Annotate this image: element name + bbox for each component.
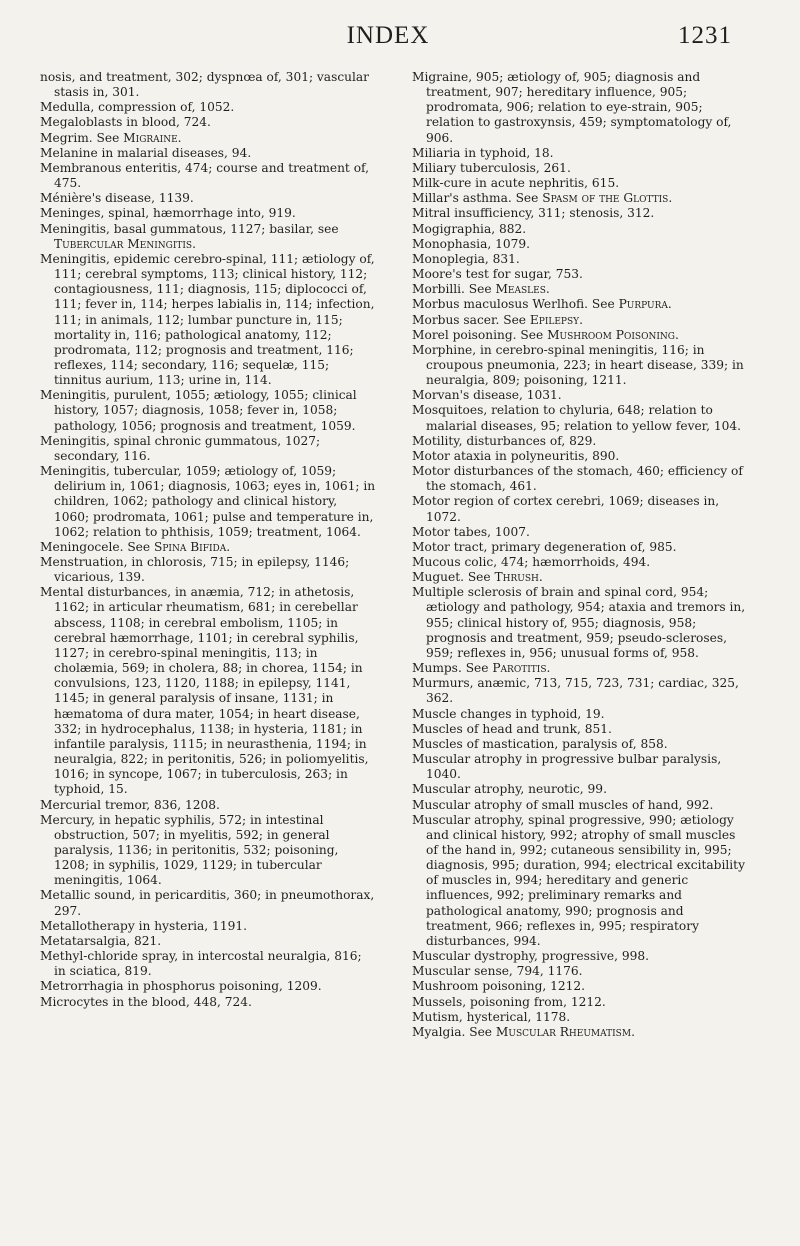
index-entry <box>412 403 748 433</box>
index-entry <box>40 388 376 433</box>
index-entry <box>40 888 376 918</box>
entry-tail: . <box>674 327 679 342</box>
entry-text: Miliaria in typhoid, 18. <box>412 145 554 160</box>
entry-text: Mercurial tremor, 836, 1208. <box>40 797 220 812</box>
cross-reference: Spasm of the Glottis <box>542 191 669 206</box>
entry-text: Motor ataxia in polyneuritis, 890. <box>412 448 620 463</box>
index-entry <box>412 737 748 752</box>
cross-reference: Epilepsy <box>529 312 580 327</box>
entry-text: Megrim. See <box>40 130 124 145</box>
entry-text: Milk-cure in acute nephritis, 615. <box>412 176 620 191</box>
entry-text: Morvan's disease, 1031. <box>412 388 562 403</box>
entry-text: Melanine in malarial diseases, 94. <box>40 145 252 160</box>
index-entry <box>412 328 748 343</box>
cross-reference: Purpura <box>618 297 668 312</box>
entry-text: Meningitis, spinal chronic gummatous, 1027; secondary, 116. <box>40 433 321 463</box>
entry-text: Muscles of mastication, paralysis of, 858. <box>412 736 668 751</box>
index-entry <box>412 661 748 676</box>
index-entry <box>40 813 376 889</box>
entry-text: nosis, and treatment, 302; dyspnœa of, 301; vascular stasis in, 301. <box>40 70 369 100</box>
entry-text: Motor tract, primary degeneration of, 985. <box>412 539 677 554</box>
index-entry <box>40 252 376 388</box>
entry-text: Meninges, spinal, hæmorrhage into, 919. <box>40 206 296 221</box>
entry-text: Myalgia. See <box>412 1024 496 1039</box>
index-entry <box>412 70 748 146</box>
index-entry <box>412 191 748 206</box>
index-entry <box>412 206 748 221</box>
index-entry <box>412 722 748 737</box>
index-entry <box>40 146 376 161</box>
index-entry <box>412 1010 748 1025</box>
entry-text: Muscular sense, 794, 1176. <box>412 964 583 979</box>
entry-text: Meningitis, purulent, 1055; ætiology, 1055; clinical history, 1057; diagnosis, 1058; fever in, 1058; pathology, 1056; prognosis and treatment, 1059. <box>40 388 357 433</box>
entry-text: Mogigraphia, 882. <box>412 221 527 236</box>
entry-text: Meningitis, basal gummatous, 1127; basilar, see <box>40 221 339 236</box>
entry-text: Microcytes in the blood, 448, 724. <box>40 994 252 1009</box>
entry-text: Ménière's disease, 1139. <box>40 191 194 206</box>
entry-text: Muscular atrophy, neurotic, 99. <box>412 782 607 797</box>
entry-tail: . <box>226 539 231 554</box>
index-entry <box>412 995 748 1010</box>
entry-text: Monoplegia, 831. <box>412 251 520 266</box>
entry-text: Morphine, in cerebro-spinal meningitis, 116; in croupous pneumonia, 223; in heart disease, 339; in neuralgia, 809; poisoning, 1211. <box>412 342 744 388</box>
entry-text: Metatarsalgia, 821. <box>40 933 162 948</box>
entry-text: Meningitis, tubercular, 1059; ætiology of, 1059; delirium in, 1061; diagnosis, 1063; eyes in, 1061; in children, 1062; pathology and clinical history, 1060; prodromata, 1061; pulse and temperature in, 1062; relation to phthisis, 1059; treatment, 1064. <box>40 464 376 539</box>
index-entry <box>412 525 748 540</box>
index-entry <box>40 540 376 555</box>
entry-text: Muscular atrophy, spinal progressive, 990; ætiology and clinical history, 992; atrophy of small muscles of the hand in, 992; cutaneous sensibility in, 995; diagnosis, 995; duration, 994; electrical excitability of muscles in, 994; hereditary and generic influences, 992; preliminary remarks and pathological anatomy, 990; prognosis and treatment, 966; reflexes in, 995; respiratory disturbances, 994. <box>412 812 745 948</box>
index-entry <box>40 798 376 813</box>
entry-tail: . <box>538 570 543 585</box>
index-entry <box>412 297 748 312</box>
index-entry <box>412 176 748 191</box>
index-entry <box>412 585 748 661</box>
index-entry <box>40 585 376 797</box>
page-title: INDEX <box>346 22 430 49</box>
index-entry <box>412 964 748 979</box>
entry-text: Motor tabes, 1007. <box>412 524 530 539</box>
index-entry <box>40 115 376 130</box>
entry-text: Muscular atrophy of small muscles of hand, 992. <box>412 797 714 812</box>
entry-text: Morbus sacer. See <box>412 312 530 327</box>
index-entry <box>40 995 376 1010</box>
index-entry <box>412 434 748 449</box>
entry-text: Mosquitoes, relation to chyluria, 648; relation to malarial diseases, 95; relation to yellow fever, 104. <box>412 403 742 433</box>
cross-reference: Parotitis <box>492 661 547 676</box>
index-entry <box>412 237 748 252</box>
cross-reference: Migraine <box>123 130 178 145</box>
index-entry <box>412 676 748 706</box>
index-entry <box>412 282 748 297</box>
cross-reference: Thrush <box>494 570 539 585</box>
entry-text: Morbilli. See <box>412 282 496 297</box>
entry-text: Methyl-chloride spray, in intercostal neuralgia, 816; in sciatica, 819. <box>40 949 362 979</box>
index-entry <box>412 161 748 176</box>
entry-text: Mental disturbances, in anæmia, 712; in athetosis, 1162; in articular rheumatism, 681; in cerebellar abscess, 1108; in cerebral embolism, 1105; in cerebral hæmorrhage, 1101; in cerebral syphilis, 1127; in cerebro-spinal meningitis, 113; in cholæmia, 569; in cholera, 88; in chorea, 1154; in convulsions, 123, 1120, 1188; in epilepsy, 1141, 1145; in general paralysis of insane, 1131; in hæmatoma of dura mater, 1054; in heart disease, 332; in hydrocephalus, 1138; in hysteria, 1181; in infantile paralysis, 1115; in neurasthenia, 1194; in neuralgia, 822; in peritonitis, 526; in poliomyelitis, 1016; in syncope, 1067; in tuberculosis, 263; in typhoid, 15. <box>40 585 369 797</box>
cross-reference: Measles <box>495 282 546 297</box>
entry-text: Medulla, compression of, 1052. <box>40 100 235 115</box>
entry-text: Muscle changes in typhoid, 19. <box>412 706 605 721</box>
index-entry <box>412 782 748 797</box>
index-column-right <box>412 70 748 1040</box>
entry-tail: . <box>668 191 673 206</box>
index-entry <box>412 540 748 555</box>
entry-text: Muguet. See <box>412 570 495 585</box>
entry-text: Meningitis, epidemic cerebro-spinal, 111; ætiology of, 111; cerebral symptoms, 113; clinical history, 112; contagiousness, 111; diagnosis, 115; diplococci of, 111; fever in, 114; herpes labialis in, 114; infection, 111; in animals, 112; lumbar puncture in, 115; mortality in, 116; pathological anatomy, 112; prodromata, 112; prognosis and treatment, 116; reflexes, 114; secondary, 116; sequelæ, 115; tinnitus aurium, 113; urine in, 114. <box>40 251 375 388</box>
index-entry <box>40 919 376 934</box>
index-entry <box>412 494 748 524</box>
index-entry <box>412 267 748 282</box>
page-number: 1231 <box>678 22 732 49</box>
entry-text: Motor disturbances of the stomach, 460; efficiency of the stomach, 461. <box>412 464 743 494</box>
index-entry <box>40 161 376 191</box>
index-entry <box>412 343 748 388</box>
index-entry <box>40 934 376 949</box>
entry-text: Mucous colic, 474; hæmorrhoids, 494. <box>412 555 651 569</box>
entry-text: Mutism, hysterical, 1178. <box>412 1009 571 1024</box>
index-entry <box>40 555 376 585</box>
index-entry <box>40 206 376 221</box>
entry-text: Migraine, 905; ætiology of, 905; diagnosis and treatment, 907; hereditary influence, 905; prodromata, 906; relation to eye-strain, 905; relation to gastroxynsis, 459; symptomatology of, 906. <box>412 70 732 145</box>
entry-text: Metallotherapy in hysteria, 1191. <box>40 918 247 933</box>
entry-text: Morel poisoning. See <box>412 327 548 342</box>
cross-reference: Spina Bifida <box>153 539 227 554</box>
entry-text: Mussels, poisoning from, 1212. <box>412 994 606 1009</box>
entry-text: Moore's test for sugar, 753. <box>412 267 583 282</box>
entry-tail: . <box>546 661 551 676</box>
entry-tail: . <box>177 130 182 145</box>
entry-text: Motility, disturbances of, 829. <box>412 433 597 448</box>
entry-text: Multiple sclerosis of brain and spinal cord, 954; ætiology and pathology, 954; ataxia and tremors in, 955; clinical history of, 955; diagnosis, 958; prognosis and treatment, 959; pseudo-scleroses, 959; reflexes in, 956; unusual forms of, 958. <box>412 585 746 660</box>
cross-reference: Muscular Rheumatism <box>495 1024 632 1039</box>
index-entry <box>40 70 376 100</box>
index-entry <box>412 707 748 722</box>
index-entry <box>412 222 748 237</box>
index-entry <box>412 449 748 464</box>
entry-text: Mushroom poisoning, 1212. <box>412 979 586 994</box>
page-header <box>44 22 732 54</box>
entry-text: Mitral insufficiency, 311; stenosis, 312. <box>412 206 655 221</box>
entry-text: Murmurs, anæmic, 713, 715, 723, 731; cardiac, 325, 362. <box>412 676 739 706</box>
index-entry <box>412 252 748 267</box>
entry-text: Muscular dystrophy, progressive, 998. <box>412 949 649 964</box>
cross-reference: Mushroom Poisoning <box>547 327 675 342</box>
entry-text: Muscles of head and trunk, 851. <box>412 721 612 736</box>
index-entry <box>40 464 376 540</box>
index-entry <box>412 313 748 328</box>
entry-text: Motor region of cortex cerebri, 1069; diseases in, 1072. <box>412 494 720 524</box>
index-entry <box>40 949 376 979</box>
index-entry <box>40 222 376 252</box>
index-entry <box>412 555 748 570</box>
entry-text: Megaloblasts in blood, 724. <box>40 115 211 130</box>
index-entry <box>412 146 748 161</box>
entry-tail: . <box>631 1024 635 1039</box>
entry-text: Miliary tuberculosis, 261. <box>412 160 571 175</box>
index-column-left <box>40 70 376 1010</box>
cross-reference: Tubercular Meningitis <box>54 236 193 251</box>
entry-text: Membranous enteritis, 474; course and treatment of, 475. <box>40 160 369 191</box>
index-entry <box>40 434 376 464</box>
entry-text: Metallic sound, in pericarditis, 360; in pneumothorax, 297. <box>40 888 375 918</box>
entry-tail: . <box>545 282 550 297</box>
index-entry <box>412 570 748 585</box>
index-entry <box>412 464 748 494</box>
entry-tail: . <box>192 236 196 251</box>
index-entry <box>412 388 748 403</box>
entry-text: Millar's asthma. See <box>412 191 543 206</box>
entry-text: Mercury, in hepatic syphilis, 572; in intestinal obstruction, 507; in myelitis, 592; in general paralysis, 1136; in peritonitis, 532; poisoning, 1208; in syphilis, 1029, 1129; in tubercular meningitis, 1064. <box>40 812 339 888</box>
entry-text: Muscular atrophy in progressive bulbar paralysis, 1040. <box>412 752 722 782</box>
entry-text: Metrorrhagia in phosphorus poisoning, 1209. <box>40 979 322 994</box>
index-entry <box>40 131 376 146</box>
entry-text: Mumps. See <box>412 661 493 676</box>
entry-text: Monophasia, 1079. <box>412 236 530 251</box>
index-entry <box>40 979 376 994</box>
index-entry <box>40 100 376 115</box>
index-entry <box>40 191 376 206</box>
index-entry <box>412 1025 748 1040</box>
index-entry <box>412 979 748 994</box>
entry-text: Menstruation, in chlorosis, 715; in epilepsy, 1146; vicarious, 139. <box>40 555 350 585</box>
index-entry <box>412 798 748 813</box>
index-entry <box>412 813 748 949</box>
entry-text: Morbus maculosus Werlhofi. See <box>412 297 619 312</box>
index-entry <box>412 752 748 782</box>
index-entry <box>412 949 748 964</box>
entry-text: Meningocele. See <box>40 539 154 554</box>
entry-tail: . <box>579 312 583 327</box>
entry-tail: . <box>667 297 672 312</box>
